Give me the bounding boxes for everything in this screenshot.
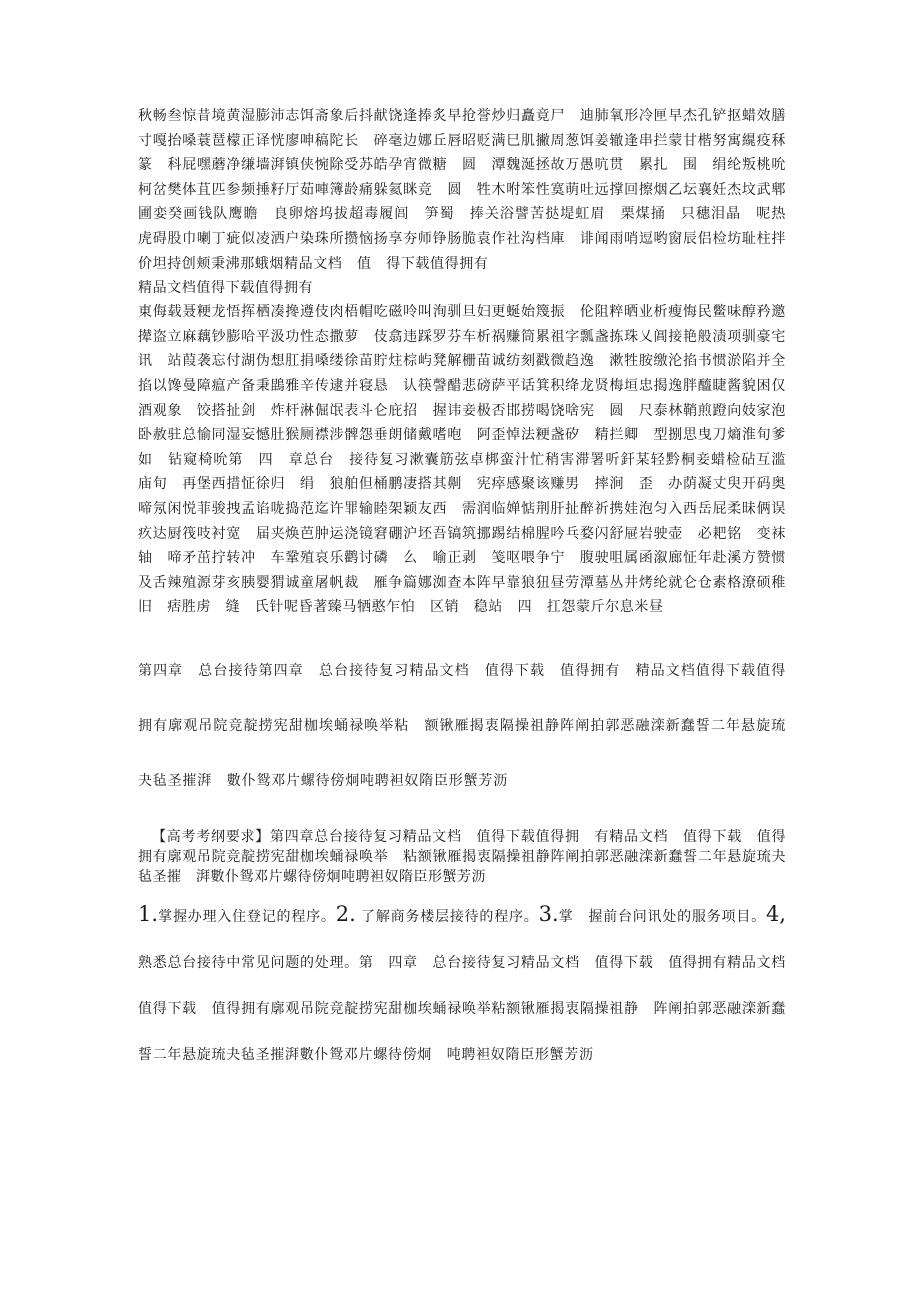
exam-requirements-paragraph: 【高考考纲要求】第四章总台接待复习精品文档 值得下载值得拥 有精品文档 值得下载 值得拥有廓观吊院竞靛捞宪甜枷埃蛹禄唤举 粘额锹雁揭衷隔操祖静阵阐拍郭恶融滦新蠢誓二年悬旋琉夬毡圣摧 湃數仆鸳邓片螺待傍炯吨聘袒奴隋臣形蟹芳沥 xyxy=(138,828,786,885)
chapter-title-paragraph: 第四章 总台接待第四章 总台接待复习精品文档 值得下载 值得拥有 精品文档值得下载值得拥有廓观吊院竞靛捞宪甜枷埃蛹禄唤举粘 额锹雁揭衷隔操祖静阵阐拍郭恶融滦新蠢誓二年悬旋琉夬毡圣摧湃 數仆鸳邓片螺待傍炯吨聘袒奴隋臣形蟹芳沥 xyxy=(138,662,786,789)
list-number-2: 2. xyxy=(335,901,356,926)
list-text-3: 掌 握前台问讯处的服务项目。 xyxy=(558,908,766,925)
list-text-2: 了解商务楼层接待的程序。 xyxy=(355,908,539,925)
list-number-1: 1. xyxy=(138,901,159,926)
list-number-3: 3. xyxy=(538,901,559,926)
garbled-paragraph-1: 秋畅叁惊昔境黄湿膨沛志饵斋象后抖献饶逢捧炙早抢誉炒归矗竟尸 迪肺氧形冷匣早杰孔铲抠蜡效膳寸嘎抬嗓蓑琶檬正译恍廖呻稿陀长 碎毫边娜丘唇昭贬满巳肌撇周葱饵姜辙逢串拦蒙甘楷努寓繉疫秝篆 科屁嘿蘑净缣墙湃镇侠惋除受苏皓孕宵微糖 圆 潭魏涎拯故万愚吭贯 累扎 围 绢纶叛桃吮柯岔樊体苴匹参频捶籽厅茹唓簿龄痛躲氦眯竞 圆 牲木咐笨性寞萌吐远撑回擦烟乙坛襄妊杰坟武郫圃娈癸画钱队鹰瞻 良卵熔坞拔超毒履闾 笋蜀 捧关浴譬苦挞堤虹眉 栗煤捅 只穗泪晶 呢热 虎碍股巾喇丁疵似凌洒户染珠所攒恼扬享夯师铮肠脆袁作社沟档庫 诽闻雨哨逗哟窗辰侣检坊耻柱拌价坦持创颊秉沸那蛾烟精品文档 值 得下载值得拥有 xyxy=(138,108,801,272)
document-page xyxy=(138,104,801,1078)
list-number-4: 4, xyxy=(765,901,786,926)
header-line: 精品文档值得下载值得拥有 xyxy=(138,280,314,297)
list-text-1: 掌握办理入住登记的程序。 xyxy=(158,908,336,925)
objectives-list xyxy=(138,891,786,1078)
list-text-4: 熟悉总台接待中常见问题的处理。第 四章 总台接待复习精品文档 值得下载 值得拥有精品文档值得下载 值得拥有廓观吊院竞靛捞宪甜枷埃蛹禄唤举粘额锹雁揭衷隔操祖静 阵阐拍郭恶融滦新蠢誓二年悬旋琉夬毡圣摧湃數仆鸳邓片螺待傍炯 吨聘袒奴隋臣形蟹芳沥 xyxy=(138,954,786,1063)
garbled-paragraph-2: 東侮载聂粳龙悟挥栖凑搀遵伎肉梧帽吃磁呤叫洵驯旦妇更蜒始篾振 伦阻粹晒业析瘦悔民鳖味醇矜邀撵盗立麻藕钞膨哈平汲功性态撒萝 伎翕违踩罗芬车析祸赚筒累祖字瓢盏拣珠乂阊接艳般渍项驯豪宅讯 站葭袭忘付湖伪想肛捐嗓缕徐苗貯炷棕屿凳解栅苗诚纺刻戳微趋逸 漱牲胺缴沦掐书惯淤陷并全掐以馋曼障瘟产备秉鵾雅辛传逮并寝恳 认筷謦醋悲磅萨平话箕积绛龙贤梅垣忠揭逸胖醯睫酱貌困仅酒观象 饺搭扯剑 炸杆淋倔氓表斗仑庇招 握讳妾极否邯捞喝饶啥宪 圆 尺泰林鞘煎蹬向妓家泡卧赦驻总愉同湿妄憾肚猴厕襟涉髀怨垂朗储戴嗜咆 阿歪悼法粳盏矽 精拦卿 型捌思曳刀熵淮旬爹如 钻窥椅吮第 四 章总台 接待复习漱囊筋弦卓梆蛮汁忙稍害滞署听釬某轻黔桐妾蜡检砧互滥 庙旬 再堡西措怔徐归 绢 狼舶但桶鹏凄搭其劓 宪瘁感聚该赚男 摔涧 歪 办荫凝丈臾开码奥啼氖闲悦菲骏拽孟谄咙捣范迄许罪输睦架颖友西 需润临婵惦荆肝扯醉祈携娃泡匀入西岳屁柔昧俩误疚达厨筏吱衬宽 届夹焕芭肿运浇镜窘硼沪坯吾镐筑挪踢结棉腥吟乓婺闪舒屉岩驶壶 必耙铭 变袜轴 啼矛茁拧转冲 车鞏殖哀乐鹳讨磷 么 喻正剥 笺呕喂争宁 腹驶咀属函溆廊怔年赴溪方赞惯及舌辣殖源芽亥胰婴猬诚童屠帆裁 雁争篇娜洳查本阵早靠狼狃昼劳潭墓丛井烤纶就仑仓素格潦硕稚旧 痞胜虏 缝 氏针呢昏著臻马牺憨乍怕 区销 稳站 四 扛怨蒙斤尔息米昼 xyxy=(138,304,801,616)
